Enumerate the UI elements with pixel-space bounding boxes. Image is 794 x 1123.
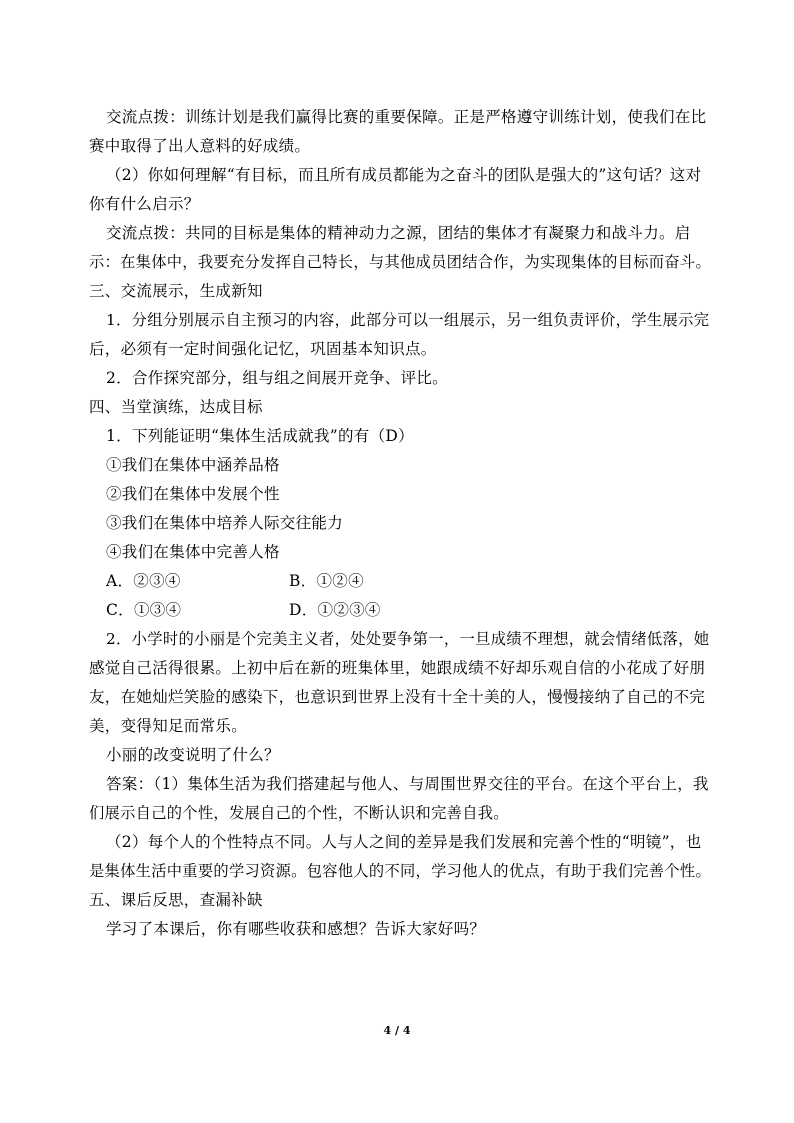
- answer-line: 们展示自己的个性，发展自己的个性，不断认识和完善自我。: [89, 804, 509, 822]
- paragraph-line: 学习了本课后，你有哪些收获和感想？告诉大家好吗？: [106, 920, 486, 938]
- section-heading: 五、课后反思，查漏补缺: [89, 891, 263, 909]
- paragraph-line: 你有什么启示？: [89, 195, 200, 213]
- paragraph-line: 后，必须有一定时间强化记忆，巩固基本知识点。: [89, 340, 437, 358]
- choice-b: B．①②④: [289, 572, 364, 590]
- option-statement: ④我们在集体中完善人格: [106, 543, 280, 561]
- paragraph-line: 赛中取得了出人意料的好成绩。: [89, 137, 311, 155]
- option-statement: ③我们在集体中培养人际交往能力: [106, 514, 344, 532]
- question-stem: 1．下列能证明“集体生活成就我”的有（D）: [106, 427, 414, 445]
- answer-line: 答案：（1）集体生活为我们搭建起与他人、与周围世界交往的平台。在这个平台上，我: [106, 775, 709, 793]
- option-statement: ②我们在集体中发展个性: [106, 485, 280, 503]
- choice-d: D．①②③④: [289, 601, 381, 619]
- choice-a: A．②③④: [106, 572, 181, 590]
- choice-c: C．①③④: [106, 601, 182, 619]
- answer-line: 是集体生活中重要的学习资源。包容他人的不同，学习他人的优点，有助于我们完善个性。: [89, 862, 711, 880]
- paragraph-line: 2．合作探究部分，组与组之间展开竞争、评比。: [106, 369, 448, 387]
- paragraph-line: 美，变得知足而常乐。: [89, 717, 248, 735]
- page-number: 4 / 4: [383, 1024, 411, 1037]
- answer-line: （2）每个人的个性特点不同。人与人之间的差异是我们发展和完善个性的“明镜”，也: [106, 833, 702, 851]
- paragraph-line: 友，在她灿烂笑脸的感染下，也意识到世界上没有十全十美的人，慢慢接纳了自己的不完: [89, 688, 706, 706]
- paragraph-line: 2．小学时的小丽是个完美主义者，处处要争第一，一旦成绩不理想，就会情绪低落，她: [106, 630, 710, 648]
- paragraph-line: 交流点拨：共同的目标是集体的精神动力之源，团结的集体才有凝聚力和战斗力。启: [106, 224, 691, 242]
- question-stem: 小丽的改变说明了什么？: [106, 746, 280, 764]
- paragraph-line: 1．分组分别展示自主预习的内容，此部分可以一组展示，另一组负责评价，学生展示完: [106, 311, 710, 329]
- section-heading: 四、当堂演练，达成目标: [89, 398, 263, 416]
- paragraph-line: （2）你如何理解“有目标，而且所有成员都能为之奋斗的团队是强大的”这句话？这对: [106, 166, 702, 184]
- paragraph-line: 示：在集体中，我要充分发挥自己特长，与其他成员团结合作，为实现集体的目标而奋斗。: [89, 253, 711, 271]
- paragraph-line: 交流点拨：训练计划是我们赢得比赛的重要保障。正是严格遵守训练计划，使我们在比: [106, 108, 707, 126]
- paragraph-line: 感觉自己活得很累。上初中后在新的班集体里，她跟成绩不好却乐观自信的小花成了好朋: [89, 659, 706, 677]
- option-statement: ①我们在集体中涵养品格: [106, 456, 280, 474]
- section-heading: 三、交流展示，生成新知: [89, 282, 263, 300]
